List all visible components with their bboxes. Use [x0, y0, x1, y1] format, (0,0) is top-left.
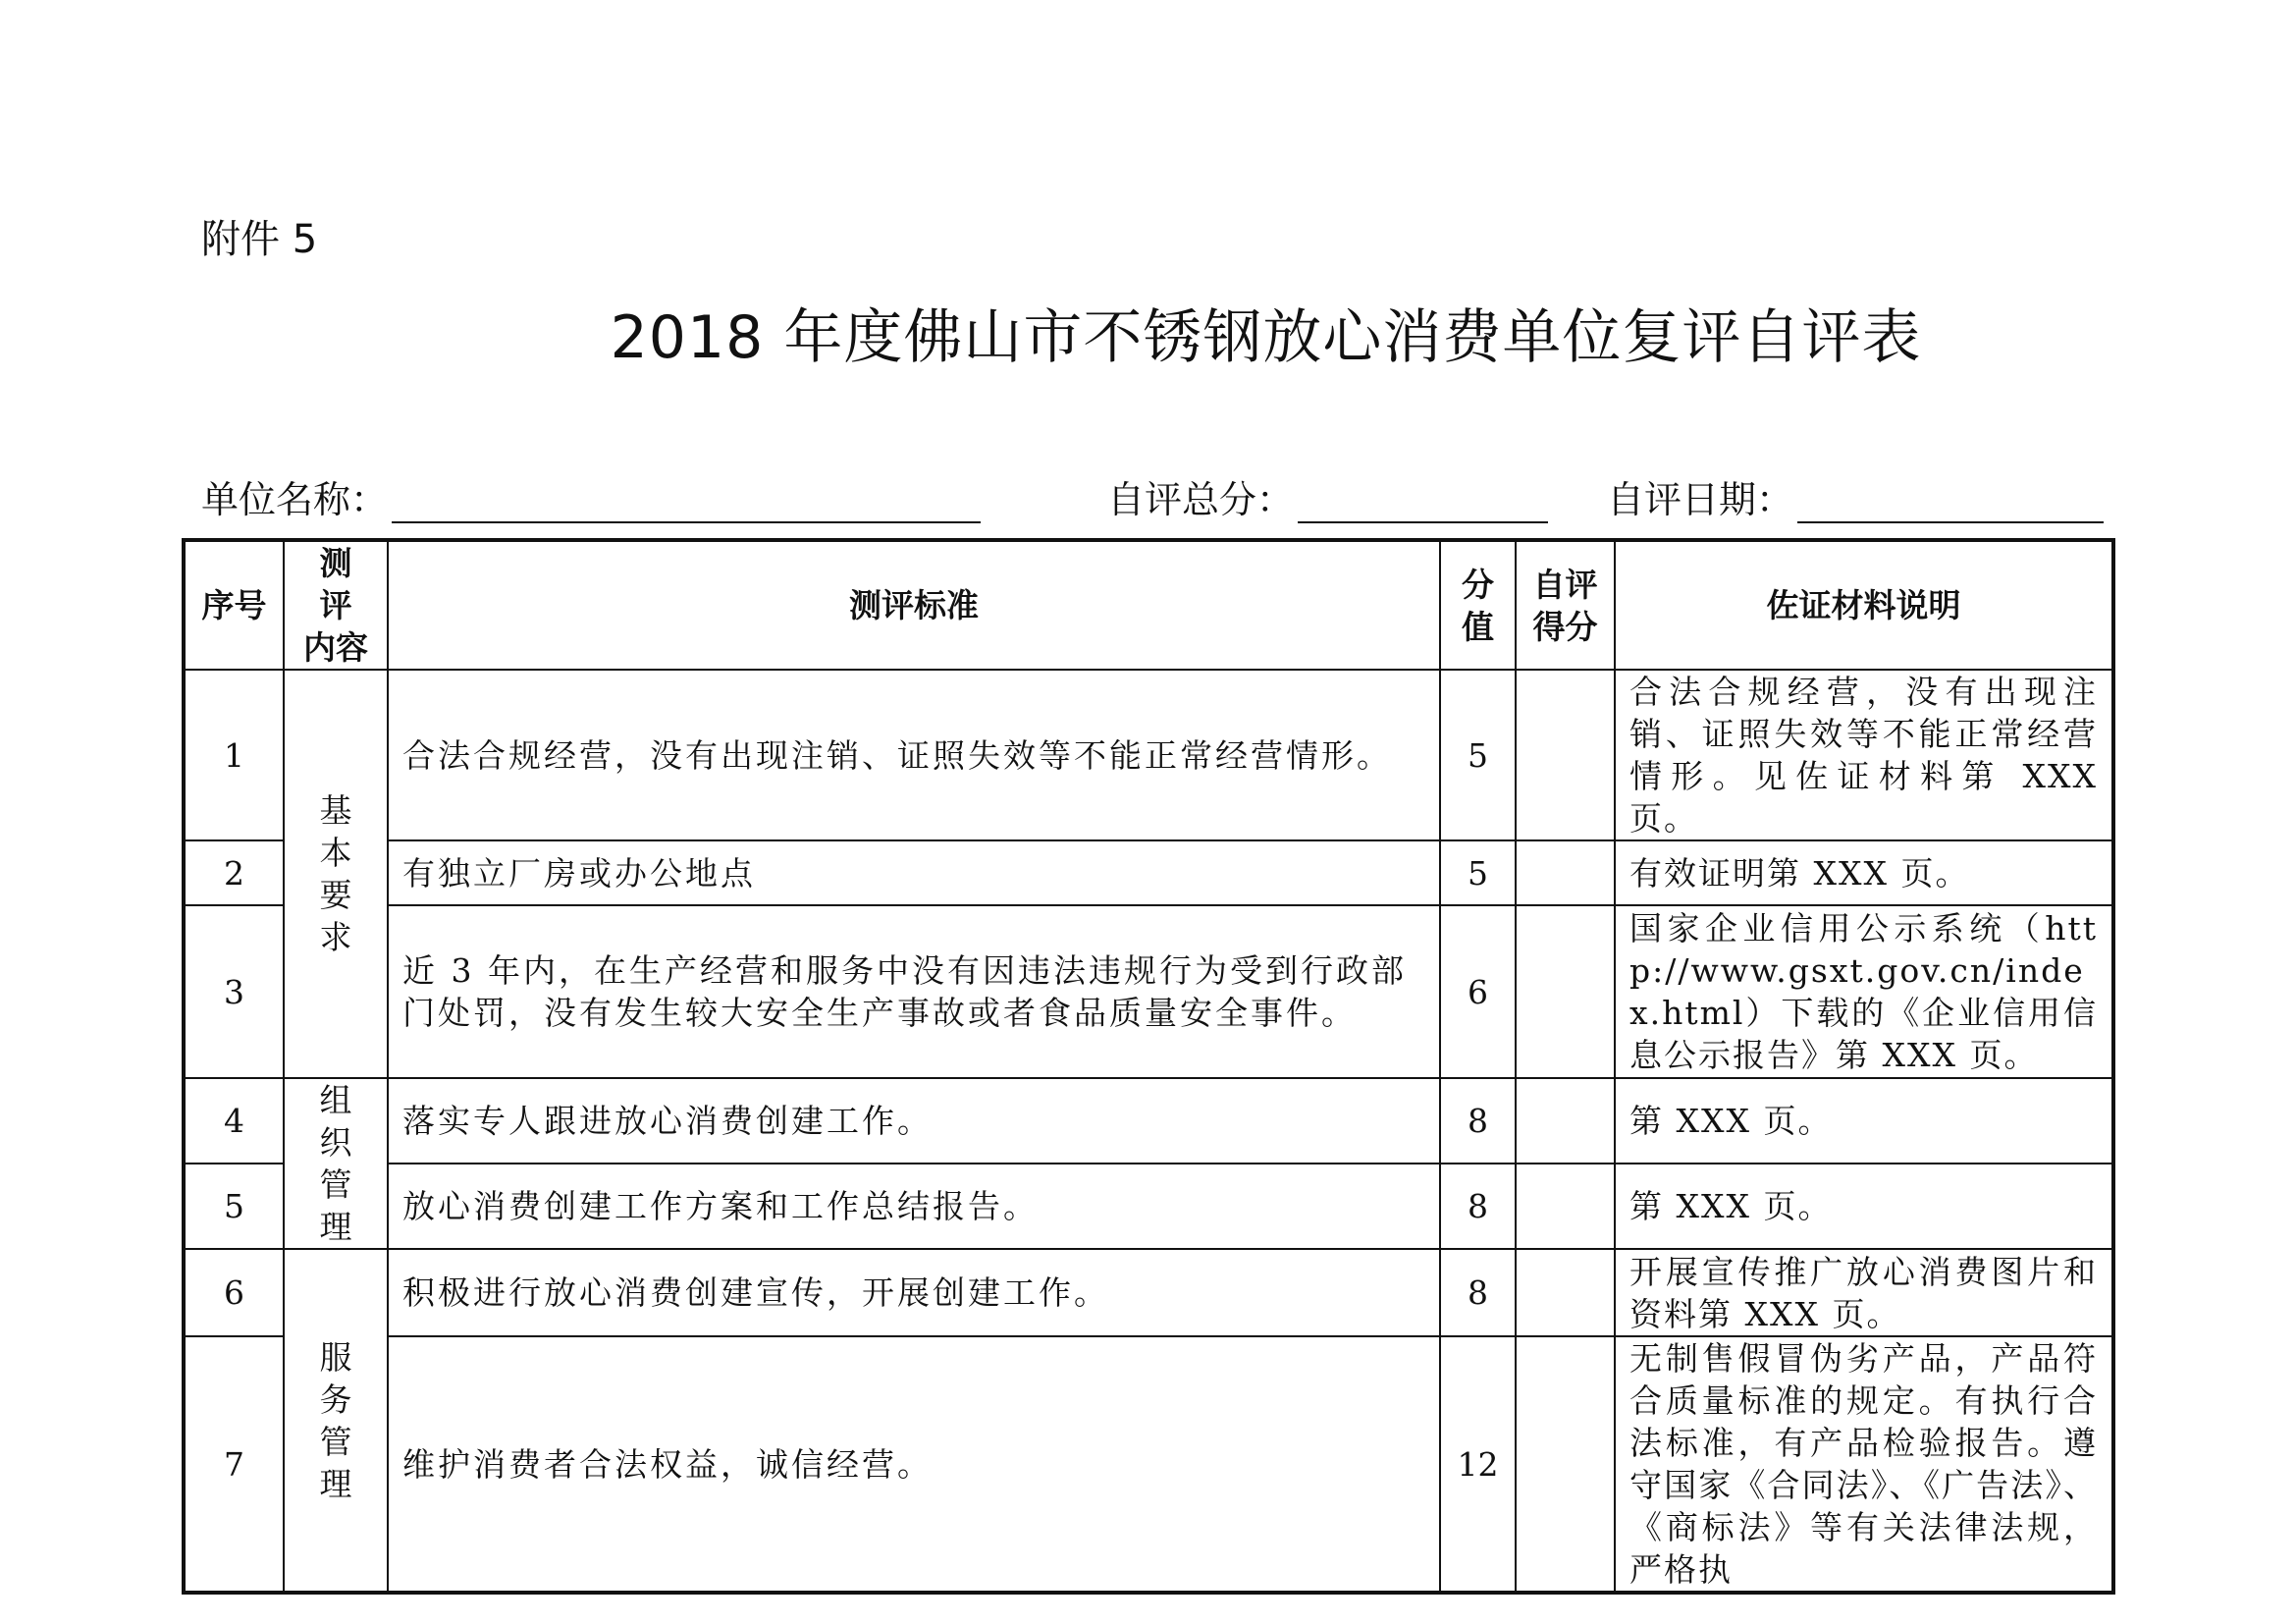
table-row — [184, 1078, 2113, 1164]
category-service-line1: 服务 — [319, 1337, 372, 1419]
table-row — [184, 905, 2113, 1078]
col-header-evidence: 佐证材料说明 — [1615, 540, 2113, 670]
row-evidence: 合法合规经营，没有出现注销、证照失效等不能正常经营情形。见佐证材料第 XXX 页。 — [1615, 670, 2113, 840]
row-self-score[interactable] — [1516, 840, 1615, 905]
row-score: 6 — [1440, 905, 1516, 1078]
row-score: 8 — [1440, 1249, 1516, 1336]
table-row — [184, 1249, 2113, 1336]
row-standard: 维护消费者合法权益，诚信经营。 — [388, 1336, 1440, 1593]
col-header-content-line2: 内容 — [303, 628, 368, 667]
col-header-self-line1: 自评 — [1532, 565, 1598, 604]
row-score: 5 — [1440, 670, 1516, 840]
col-header-score-line2: 值 — [1462, 607, 1494, 646]
row-evidence: 有效证明第 XXX 页。 — [1615, 840, 2113, 905]
row-no: 3 — [184, 905, 284, 1078]
row-score: 8 — [1440, 1078, 1516, 1164]
category-basic — [284, 670, 388, 1078]
col-header-content — [284, 540, 388, 670]
self-evaluation-table — [182, 538, 2115, 1595]
row-no: 7 — [184, 1336, 284, 1593]
evaluation-date-label: 自评日期： — [1607, 478, 1794, 521]
row-self-score[interactable] — [1516, 1078, 1615, 1164]
table-row — [184, 670, 2113, 840]
col-header-self-score — [1516, 540, 1615, 670]
row-standard: 积极进行放心消费创建宣传，开展创建工作。 — [388, 1249, 1440, 1336]
col-header-no: 序号 — [184, 540, 284, 670]
category-org-line2: 管理 — [319, 1165, 372, 1246]
row-no: 6 — [184, 1249, 284, 1336]
row-no: 4 — [184, 1078, 284, 1164]
col-header-score-line1: 分 — [1462, 565, 1494, 604]
col-header-standard: 测评标准 — [388, 540, 1440, 670]
total-score-field — [1107, 469, 1548, 521]
row-no: 5 — [184, 1164, 284, 1249]
category-basic-line2: 要求 — [319, 876, 372, 956]
row-self-score[interactable] — [1516, 1249, 1615, 1336]
row-self-score[interactable] — [1516, 905, 1615, 1078]
row-evidence: 第 XXX 页。 — [1615, 1078, 2113, 1164]
col-header-content-line1: 测 评 — [319, 544, 352, 624]
row-self-score[interactable] — [1516, 1336, 1615, 1593]
category-organization — [284, 1078, 388, 1249]
document-title: 2018 年度佛山市不锈钢放心消费单位复评自评表 — [610, 303, 1922, 372]
row-self-score[interactable] — [1516, 1164, 1615, 1249]
row-standard: 有独立厂房或办公地点 — [388, 840, 1440, 905]
row-standard: 合法合规经营，没有出现注销、证照失效等不能正常经营情形。 — [388, 670, 1440, 840]
row-score: 12 — [1440, 1336, 1516, 1593]
table-row — [184, 1336, 2113, 1593]
col-header-self-line2: 得分 — [1532, 607, 1598, 646]
row-standard: 落实专人跟进放心消费创建工作。 — [388, 1078, 1440, 1164]
row-evidence: 国家企业信用公示系统（http://www.gsxt.gov.cn/index.html）下载的《企业信用信息公示报告》第 XXX 页。 — [1615, 905, 2113, 1078]
row-evidence: 第 XXX 页。 — [1615, 1164, 2113, 1249]
unit-name-blank[interactable] — [392, 482, 981, 523]
row-standard: 近 3 年内，在生产经营和服务中没有因违法违规行为受到行政部门处罚，没有发生较大安全生产事故或者食品质量安全事件。 — [388, 905, 1440, 1078]
row-score: 8 — [1440, 1164, 1516, 1249]
header-row — [184, 540, 2113, 670]
row-no: 2 — [184, 840, 284, 905]
row-score: 5 — [1440, 840, 1516, 905]
table-row — [184, 840, 2113, 905]
unit-name-field — [201, 469, 981, 521]
col-header-score — [1440, 540, 1516, 670]
row-no: 1 — [184, 670, 284, 840]
category-service-line2: 管理 — [319, 1422, 372, 1503]
total-score-label: 自评总分： — [1107, 478, 1295, 521]
total-score-blank[interactable] — [1298, 482, 1548, 523]
evaluation-date-blank[interactable] — [1797, 482, 2104, 523]
attachment-label: 附件 5 — [201, 217, 318, 262]
row-evidence: 无制售假冒伪劣产品，产品符合质量标准的规定。有执行合法标准，有产品检验报告。遵守国家《合同法》、《广告法》、《商标法》等有关法律法规，严格执 — [1615, 1336, 2113, 1593]
category-basic-line1: 基本 — [319, 791, 372, 872]
table-row — [184, 1164, 2113, 1249]
category-service — [284, 1249, 388, 1593]
row-self-score[interactable] — [1516, 670, 1615, 840]
row-standard: 放心消费创建工作方案和工作总结报告。 — [388, 1164, 1440, 1249]
category-org-line1: 组织 — [319, 1081, 372, 1162]
row-evidence: 开展宣传推广放心消费图片和资料第 XXX 页。 — [1615, 1249, 2113, 1336]
evaluation-date-field — [1607, 469, 2104, 521]
unit-name-label: 单位名称： — [201, 478, 389, 521]
